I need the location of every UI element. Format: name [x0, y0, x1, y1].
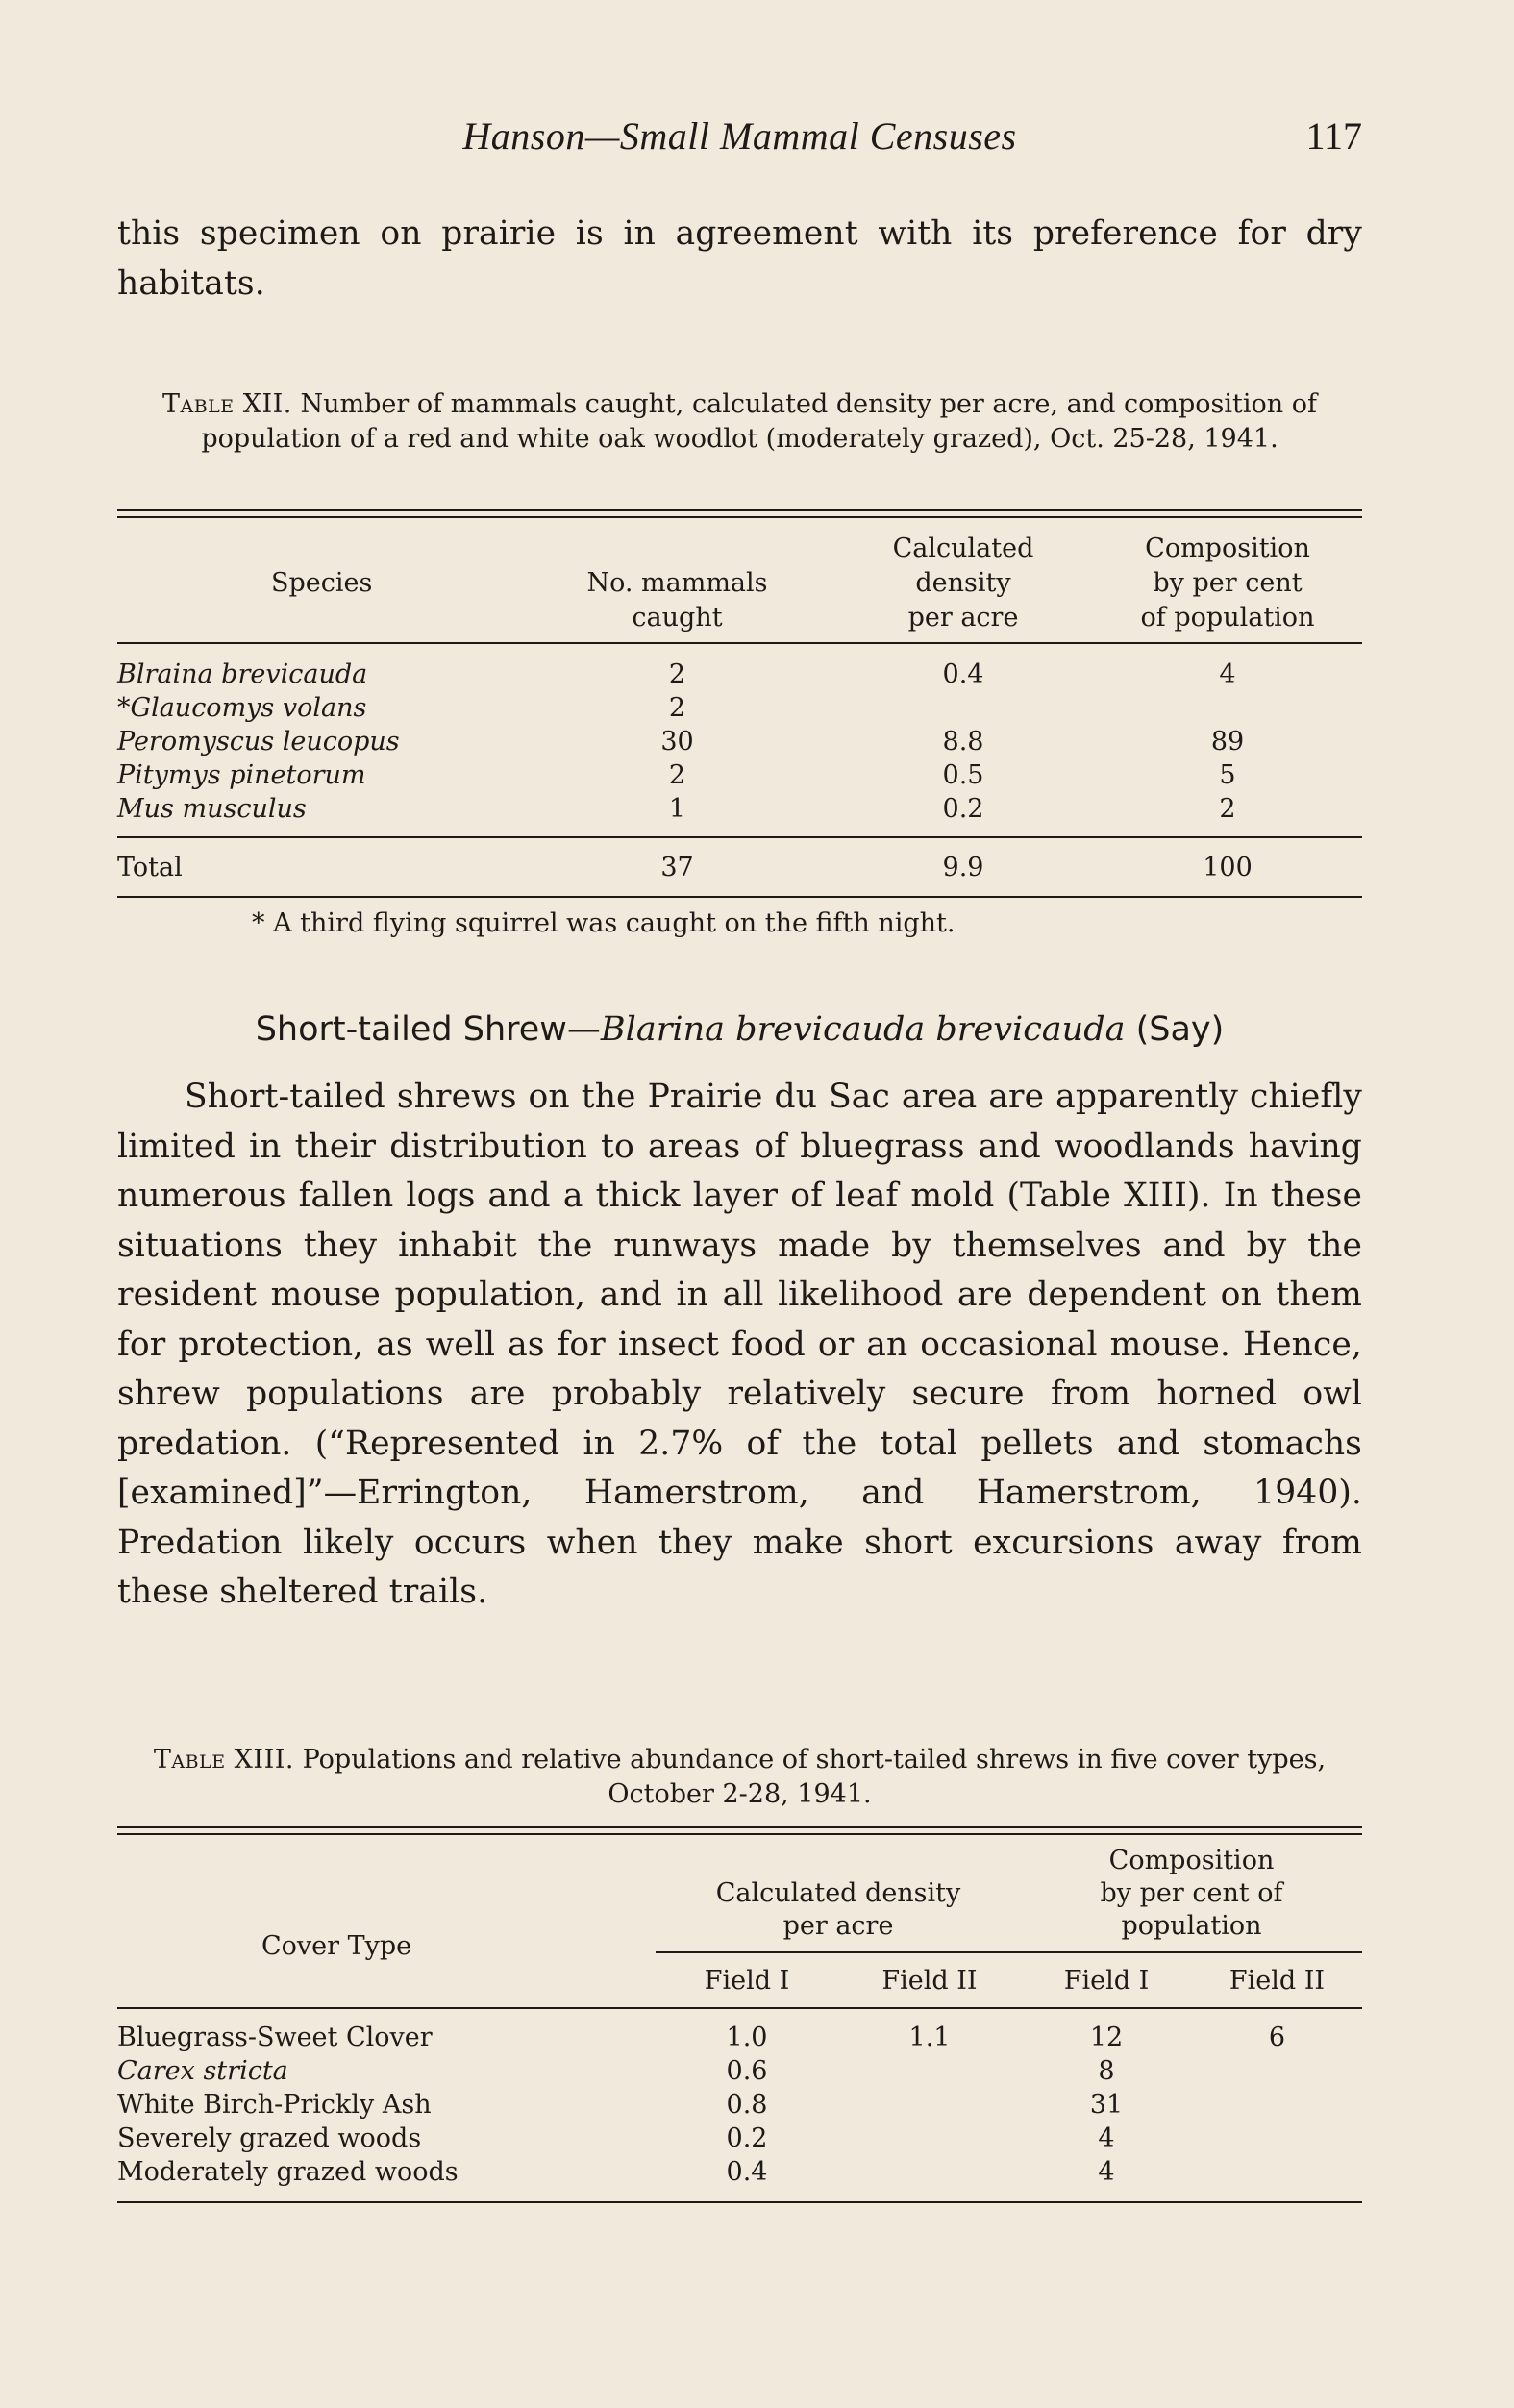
table-12-bottom-rule — [117, 896, 1362, 898]
section-paragraph — [117, 1073, 1362, 1618]
density-field-2-cell — [838, 2088, 1021, 2122]
caught-cell: 2 — [668, 693, 686, 723]
section-heading — [117, 1005, 1362, 1054]
table-13-header-density-1: Calculated density — [715, 1877, 961, 1908]
composition-field-2-cell — [1192, 2155, 1362, 2189]
caught-cell: 1 — [668, 794, 686, 824]
density-field-2-cell: 1.1 — [908, 2023, 951, 2052]
table-12-caption-text: Number of mammals caught, calculated density per acre, and composition of population of a red and white oak woodlot (moderately grazed), Oct. 25-28, 1941. — [201, 389, 1318, 454]
density-cell: 0.4 — [942, 659, 984, 689]
table-row — [117, 2021, 1362, 2054]
cover-cell: Moderately grazed woods — [117, 2157, 459, 2187]
table-12-top-rule-2 — [117, 516, 1362, 518]
composition-field-2-cell — [1192, 2088, 1362, 2122]
table-12-header-rule — [117, 642, 1362, 644]
composition-field-1-cell: 4 — [1098, 2123, 1115, 2153]
species-cell: *Glaucomys volans — [117, 693, 367, 723]
density-cell: 8.8 — [942, 727, 984, 757]
density-field-1-cell: 1.0 — [726, 2023, 768, 2052]
table-13-subheader — [117, 1961, 1362, 1999]
density-cell: 0.5 — [942, 760, 984, 790]
species-cell: Peromyscus leucopus — [117, 727, 400, 757]
species-cell: Blraina brevicauda — [117, 659, 368, 689]
table-12-header-density-1: Calculated — [892, 533, 1034, 563]
table-12-header-density-3: per acre — [907, 602, 1019, 633]
table-row — [117, 691, 1362, 725]
composition-field-1-cell: 12 — [1089, 2023, 1124, 2052]
density-field-1-cell: 0.8 — [726, 2090, 768, 2120]
composition-field-2-cell — [1192, 2054, 1362, 2088]
opening-paragraph: this specimen on prairie is in agreement with its preference for dry habitats. — [117, 214, 1362, 303]
table-13-header-composition-1: Composition — [1108, 1845, 1275, 1875]
composition-field-2-cell — [1192, 2122, 1362, 2155]
table-13-header-rule — [117, 2007, 1362, 2009]
species-cell: Pitymys pinetorum — [117, 760, 366, 790]
cover-cell: Bluegrass-Sweet Clover — [117, 2023, 433, 2052]
table-13-caption — [117, 1743, 1362, 1812]
density-field-2-cell — [838, 2054, 1021, 2088]
table-12-footnote: * A third flying squirrel was caught on the fifth night. — [252, 908, 956, 938]
table-row — [117, 658, 1362, 691]
table-12-header-density-2: density — [915, 567, 1011, 598]
table-12-label: Table XII. — [161, 389, 292, 419]
table-12-header-composition-1: Composition — [1145, 533, 1310, 563]
composition-cell: 2 — [1219, 794, 1236, 824]
table-13-header-field-2a: Field II — [881, 1965, 978, 1996]
table-12-header-composition-2: by per cent — [1153, 567, 1303, 598]
density-cell: 0.2 — [942, 794, 984, 824]
table-13-bottom-rule — [117, 2201, 1362, 2203]
density-field-1-cell: 0.4 — [726, 2157, 768, 2187]
table-row — [117, 2054, 1362, 2088]
table-row — [117, 2155, 1362, 2189]
composition-cell: 4 — [1219, 659, 1236, 689]
table-12-header-caught-1: No. mammals — [586, 567, 768, 598]
composition-cell — [1093, 691, 1362, 725]
density-field-2-cell — [838, 2155, 1021, 2189]
table-13-header-density-2: per acre — [782, 1910, 894, 1941]
table-row — [117, 725, 1362, 758]
composition-field-1-cell: 8 — [1098, 2056, 1115, 2086]
table-row — [117, 2122, 1362, 2155]
table-13-label: Table XIII. — [153, 1745, 294, 1775]
cover-cell: White Birch-Prickly Ash — [117, 2090, 432, 2120]
table-12-body — [117, 658, 1362, 826]
section-heading-scientific: Blarina brevicauda brevicauda — [600, 1010, 1126, 1049]
table-12-header-composition-3: of population — [1140, 602, 1315, 633]
density-field-1-cell: 0.6 — [726, 2056, 768, 2086]
table-12-header-caught-2: caught — [632, 602, 723, 633]
table-13-header-field-1b: Field I — [1063, 1965, 1150, 1996]
table-13-header-cover-type: Cover Type — [261, 1931, 412, 1961]
table-13-top-rule — [117, 1826, 1362, 1828]
species-cell: Mus musculus — [117, 794, 307, 824]
table-13-caption-text: Populations and relative abundance of short-tailed shrews in five cover types, October 2-28, 1941. — [302, 1745, 1327, 1809]
running-head — [117, 113, 1362, 161]
density-field-1-cell: 0.2 — [726, 2123, 768, 2153]
density-cell — [833, 691, 1093, 725]
density-field-2-cell — [838, 2122, 1021, 2155]
table-13-top-rule-2 — [117, 1833, 1362, 1835]
composition-cell: 5 — [1219, 760, 1236, 790]
section-heading-prefix: Short-tailed Shrew— — [255, 1010, 601, 1049]
table-12-total — [117, 848, 1362, 886]
running-title: Hanson—Small Mammal Censuses — [462, 114, 1017, 158]
total-row — [117, 848, 1362, 886]
table-13-header — [117, 1844, 1362, 1961]
table-12-top-rule — [117, 509, 1362, 511]
table-13-body — [117, 2021, 1362, 2189]
table-13-header-composition-2: by per cent of — [1100, 1877, 1283, 1908]
composition-field-1-cell: 4 — [1098, 2157, 1115, 2187]
caught-cell: 2 — [668, 760, 686, 790]
table-13-header-composition-3: population — [1121, 1910, 1262, 1941]
table-row — [117, 792, 1362, 826]
caught-cell: 2 — [668, 659, 686, 689]
table-13-header-field-1a: Field I — [704, 1965, 790, 1996]
total-caught: 37 — [660, 852, 694, 882]
table-12-header — [117, 531, 1362, 634]
composition-cell: 89 — [1210, 727, 1245, 757]
composition-field-2-cell: 6 — [1268, 2023, 1286, 2052]
section-heading-suffix: (Say) — [1125, 1010, 1225, 1049]
total-density: 9.9 — [942, 852, 984, 882]
table-row — [117, 2088, 1362, 2122]
page-number: 117 — [1305, 114, 1362, 158]
table-13-header-field-2b: Field II — [1229, 1965, 1326, 1996]
table-12-caption — [117, 387, 1362, 457]
cover-cell: Carex stricta — [117, 2056, 288, 2086]
table-row — [117, 758, 1362, 792]
total-label: Total — [117, 852, 183, 882]
section-paragraph-text: Short-tailed shrews on the Prairie du Sac area are apparently chiefly limited in their distribution to areas of bluegrass and woodlands having numerous fallen logs and a thick layer of leaf mold (Table XIII). In these situations they inhabit the runways made by themselves and by the resident mouse population, and in all likelihood are dependent on them for protection, as well as for insect food or an occasional mouse. Hence, shrew populations are probably relatively secure from horned owl predation. (“Represented in 2.7% of the total pellets and stomachs [examined]”—Errington, Hamerstrom, and Hamerstrom, 1940). Predation likely occurs when they make short excursions away from these sheltered trails. — [117, 1078, 1362, 1611]
total-composition: 100 — [1203, 852, 1253, 882]
cover-cell: Severely grazed woods — [117, 2123, 422, 2153]
composition-field-1-cell: 31 — [1089, 2090, 1124, 2120]
caught-cell: 30 — [660, 727, 694, 757]
table-12-header-species: Species — [271, 567, 373, 598]
table-12-total-rule — [117, 836, 1362, 838]
